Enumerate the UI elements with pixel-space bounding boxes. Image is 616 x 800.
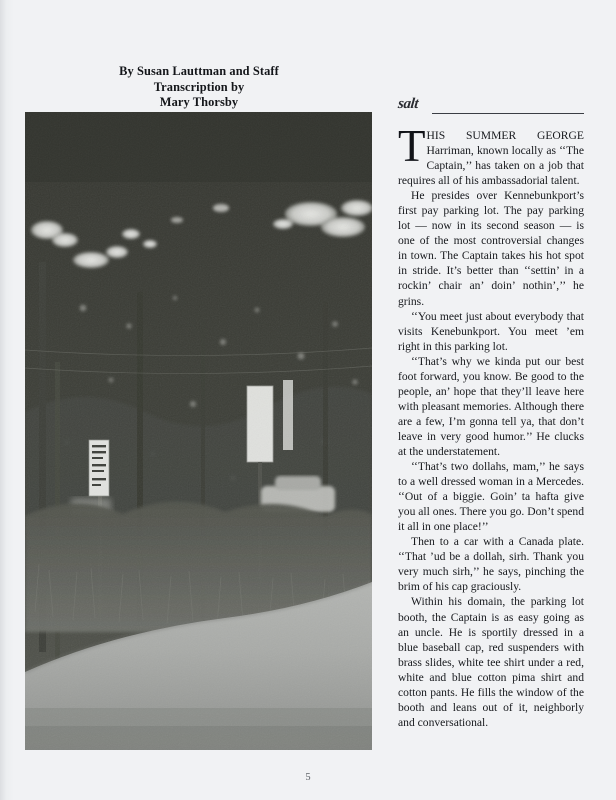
photograph-artwork <box>25 112 372 750</box>
article-paragraph: Then to a car with a Canada plate. ‘‘That ’ud be a dollah, sirh. Thank you very much sirh,’’ he says, pinching the brim of his cap graciously. <box>398 535 584 594</box>
article-paragraph <box>398 121 584 188</box>
masthead <box>398 96 584 122</box>
masthead-rule <box>432 113 584 114</box>
byline-transcription-label: Transcription by <box>153 79 245 94</box>
article-paragraph: He presides over Kennebunkport’s first pay parking lot. The pay parking lot — now in its second season — is one of the most controversial changes in town. The Captain takes his hot spot in stride. It’s better than ‘‘settin’ in a rockin’ chair an’ doin’ nothin’,’’ he grins. <box>398 189 584 308</box>
article-body <box>398 121 585 730</box>
paragraph-text: Harriman, known locally as ‘‘The Captain,’’ has taken on a job that requires all of his ambassadorial talent. <box>398 144 584 188</box>
byline-transcriber: Mary Thorsby <box>159 95 239 110</box>
opening-run-in: HIS SUMMER GEORGE <box>426 129 584 142</box>
article-paragraph: ‘‘That’s why we kinda put our best foot forward, you know. Be good to the people, an’ hope that they’ll leave here with pleasant memories. Although there are a few, I’m gonna tell ya, that don’t leave in very good humor.’’ He clucks at the understatement. <box>398 354 584 458</box>
article-column <box>398 96 584 730</box>
byline-author: By Susan Lauttman and Staff <box>119 64 279 78</box>
article-paragraph: ‘‘That’s two dollahs, mam,’’ he says to a well dressed woman in a Mercedes. ‘‘Out of a biggie. Goin’ ta hafta give you all ones. There you go. Don’t spend it all in one place!’’ <box>398 460 585 534</box>
drop-cap: T <box>398 121 426 171</box>
byline <box>25 64 373 111</box>
article-photograph <box>25 112 372 750</box>
masthead-wordmark: salt <box>397 96 419 112</box>
article-paragraph: Within his domain, the parking lot booth, the Captain is as easy going as an uncle. He is sportily dressed in a blue baseball cap, red suspenders with brass slides, white tee shirt under a red, white and blue cotton pima shirt and cotton pants. He fills the window of the booth and leans out of it, neighborly and conversational. <box>398 595 584 729</box>
article-paragraph: ‘‘You meet just about everybody that visits Kenebunkport. You meet ’em right in this parking lot. <box>398 309 584 353</box>
page-number: 5 <box>305 772 311 783</box>
